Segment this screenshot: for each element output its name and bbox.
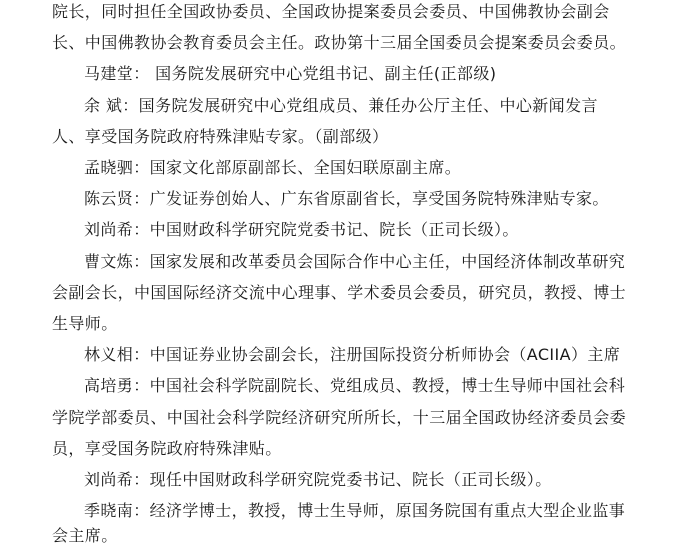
text-line: 马建堂： 国务院发展研究中心党组书记、副主任(正部级)	[84, 64, 497, 83]
text-line: 刘尚希：中国财政科学研究院党委书记、院长（正司长级）。	[84, 220, 519, 239]
text-line: 曹文炼：国家发展和改革委员会国际合作中心主任，中国经济体制改革研究	[84, 252, 626, 271]
text-line: 季晓南：经济学博士，教授，博士生导师，原国务院国有重点大型企业监事	[84, 501, 626, 520]
text-line: 员，享受国务院政府特殊津贴。	[52, 439, 282, 458]
text-line: 陈云贤：广发证券创始人、广东省原副省长，享受国务院特殊津贴专家。	[84, 189, 609, 208]
text-line: 高培勇：中国社会科学院副院长、党组成员、教授，博士生导师中国社会科	[84, 376, 626, 395]
text-line: 会副会长，中国国际经济交流中心理事、学术委员会委员，研究员，教授、博士	[52, 283, 627, 302]
text-line: 余 斌：国务院发展研究中心党组成员、兼任办公厅主任、中心新闻发言	[84, 96, 598, 115]
text-line: 长、中国佛教协会教育委员会主任。政协第十三届全国委员会提案委员会委员。	[52, 33, 627, 52]
text-line: 院长，同时担任全国政协委员、全国政协提案委员会委员、中国佛教协会副会	[52, 2, 610, 21]
text-line: 孟晓驷：国家文化部原副部长、全国妇联原副主席。	[84, 158, 462, 177]
text-line: 人、享受国务院政府特殊津贴专家。（副部级）	[52, 127, 389, 146]
text-line: 刘尚希：现任中国财政科学研究院党委书记、院长（正司长级）。	[84, 470, 552, 489]
text-line: 学院学部委员、中国社会科学院经济研究所所长，十三届全国政协经济委员会委	[52, 408, 627, 427]
text-line: 生导师。	[52, 314, 118, 333]
text-line: 林义相：中国证券业协会副会长，注册国际投资分析师协会（ACIIA）主席	[84, 345, 621, 364]
text-line: 会主席。	[52, 526, 118, 545]
